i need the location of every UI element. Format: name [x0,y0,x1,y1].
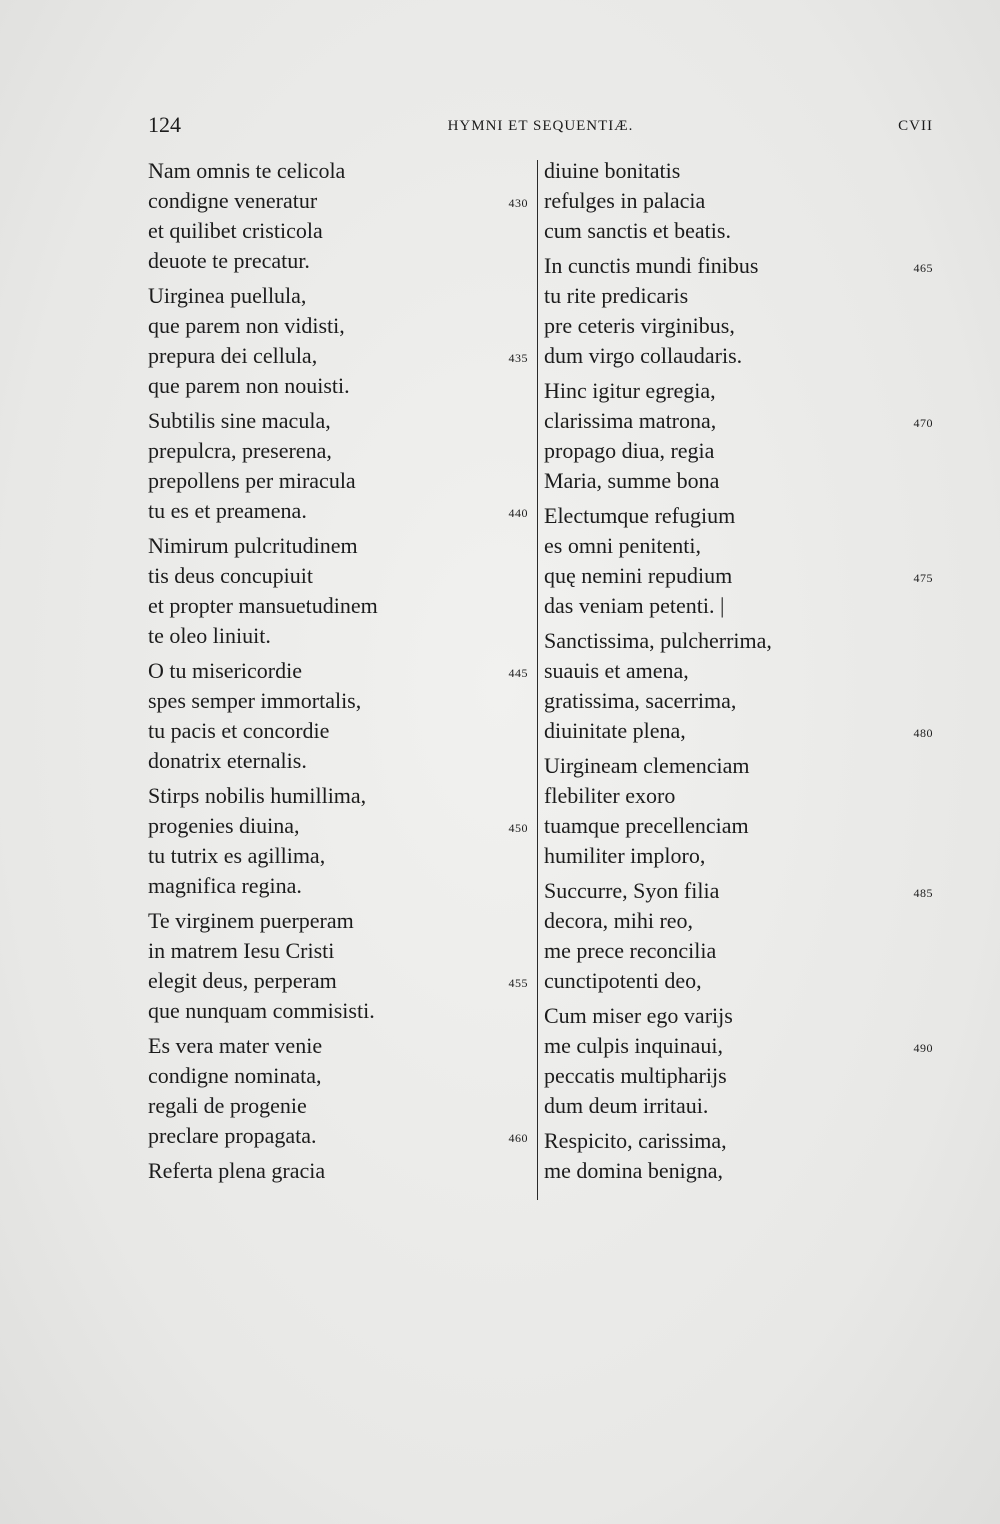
stanza [544,156,933,246]
running-title: HYMNI ET SEQUENTIÆ. [447,118,634,134]
verse-text: elegit deus, perperam [148,968,337,993]
stanza [544,251,933,371]
verse-text: et propter mansuetudinem [148,593,378,618]
verse-line [148,841,528,871]
verse-text: decora, mihi reo, [544,908,694,933]
verse-text: Hinc igitur egregia, [544,378,716,403]
stanza [544,876,933,996]
verse-line [544,591,933,621]
verse-line [148,341,528,371]
verse-text: dum deum irritaui. [544,1093,709,1118]
verse-text: Maria, summe bona [544,468,720,493]
stanza [148,656,528,776]
verse-text: condigne veneratur [148,188,318,213]
verse-line [544,1156,933,1186]
verse-text: Subtilis sine macula, [148,408,331,433]
verse-text: diuine bonitatis [544,158,681,183]
verse-line [544,156,933,186]
verse-line [148,561,528,591]
verse-text: Uirgineam clemenciam [544,753,750,778]
stanza [544,501,933,621]
right-column [544,156,933,1204]
verse-line [148,1156,528,1186]
verse-text: Uirginea puellula, [148,283,307,308]
verse-text: Te virginem puerperam [148,908,354,933]
line-number: 475 [913,571,933,585]
verse-line [544,751,933,781]
stanza [148,781,528,901]
left-column [148,156,528,1204]
verse-text: me prece reconcilia [544,938,717,963]
verse-line [544,841,933,871]
line-number: 490 [913,1041,933,1055]
verse-text: peccatis multipharijs [544,1063,727,1088]
stanza [148,906,528,1026]
stanza [148,281,528,401]
verse-line [544,626,933,656]
verse-line [544,216,933,246]
verse-text: Nimirum pulcritudinem [148,533,358,558]
stanza [544,751,933,871]
verse-line [544,1001,933,1031]
verse-text: tis deus concupiuit [148,563,313,588]
verse-line [544,561,933,591]
verse-text: te oleo liniuit. [148,623,271,648]
verse-line [544,876,933,906]
verse-line [148,371,528,401]
verse-line [148,686,528,716]
line-number: 450 [508,821,528,835]
verse-line [544,811,933,841]
verse-text: Es vera mater venie [148,1033,323,1058]
verse-line [544,376,933,406]
verse-line [148,246,528,276]
verse-line [148,466,528,496]
line-number: 435 [508,351,528,365]
verse-line [148,716,528,746]
verse-text: me culpis inquinaui, [544,1033,724,1058]
verse-text: tu rite predicaris [544,283,689,308]
verse-line [544,906,933,936]
verse-line [148,311,528,341]
verse-text: tuamque precellenciam [544,813,749,838]
verse-line [544,936,933,966]
verse-line [148,1061,528,1091]
verse-line [544,406,933,436]
verse-line [544,186,933,216]
verse-line [544,466,933,496]
verse-line [544,1126,933,1156]
verse-text: flebiliter exoro [544,783,676,808]
verse-text: pre ceteris virginibus, [544,313,735,338]
verse-text: suauis et amena, [544,658,689,683]
verse-text: cunctipotenti deo, [544,968,702,993]
verse-line [148,1031,528,1061]
verse-text: quę nemini repudium [544,563,733,588]
verse-text: donatrix eternalis. [148,748,307,773]
verse-text: preclare propagata. [148,1123,317,1148]
verse-text: prepollens per miracula [148,468,356,493]
verse-text: Referta plena gracia [148,1158,326,1183]
verse-line [148,936,528,966]
verse-text: me domina benigna, [544,1158,724,1183]
verse-line [148,781,528,811]
verse-text: deuote te precatur. [148,248,310,273]
verse-text: Cum miser ego varijs [544,1003,733,1028]
verse-text: prepulcra, preserena, [148,438,332,463]
signature-mark: CVII [898,118,933,134]
verse-text: tu es et preamena. [148,498,307,523]
verse-line [544,501,933,531]
verse-line [148,656,528,686]
line-number: 455 [508,976,528,990]
stanza [148,406,528,526]
verse-line [544,341,933,371]
verse-text: magnifica regina. [148,873,302,898]
line-number: 440 [508,506,528,520]
verse-line [148,436,528,466]
verse-text: clarissima matrona, [544,408,717,433]
line-number: 460 [508,1131,528,1145]
page-header [148,112,933,142]
verse-text: diuinitate plena, [544,718,686,743]
verse-line [148,156,528,186]
verse-line [544,656,933,686]
verse-text: tu pacis et concordie [148,718,330,743]
line-number: 445 [508,666,528,680]
verse-line [148,1121,528,1151]
verse-text: condigne nominata, [148,1063,322,1088]
verse-text: spes semper immortalis, [148,688,362,713]
verse-text: In cunctis mundi finibus [544,253,759,278]
verse-text: dum virgo collaudaris. [544,343,743,368]
verse-line [544,1061,933,1091]
verse-line [544,281,933,311]
line-number: 430 [508,196,528,210]
verse-line [544,1031,933,1061]
verse-line [148,406,528,436]
verse-line [544,781,933,811]
line-number: 465 [913,261,933,275]
verse-line [148,591,528,621]
verse-line [148,906,528,936]
verse-text: prepura dei cellula, [148,343,318,368]
verse-text: das veniam petenti. | [544,593,725,618]
verse-line [148,746,528,776]
line-number: 470 [913,416,933,430]
verse-text: gratissima, sacerrima, [544,688,737,713]
verse-text: in matrem Iesu Cristi [148,938,335,963]
stanza [148,1156,528,1186]
verse-text: tu tutrix es agillima, [148,843,326,868]
verse-line [148,996,528,1026]
verse-text: progenies diuina, [148,813,300,838]
stanza [544,626,933,746]
verse-line [544,531,933,561]
verse-text: O tu misericordie [148,658,302,683]
verse-text: Stirps nobilis humillima, [148,783,367,808]
verse-line [148,811,528,841]
verse-text: Nam omnis te celicola [148,158,346,183]
stanza [148,1031,528,1151]
verse-text: Electumque refugium [544,503,736,528]
verse-text: Respicito, carissima, [544,1128,727,1153]
verse-text: et quilibet cristicola [148,218,323,243]
verse-line [544,966,933,996]
verse-line [544,716,933,746]
stanza [544,376,933,496]
verse-line [148,496,528,526]
stanza [148,156,528,276]
verse-text: regali de progenie [148,1093,307,1118]
page-number: 124 [148,112,181,137]
verse-line [544,251,933,281]
verse-line [148,871,528,901]
verse-line [148,1091,528,1121]
stanza [148,531,528,651]
verse-line [544,1091,933,1121]
verse-text: cum sanctis et beatis. [544,218,731,243]
verse-line [148,966,528,996]
verse-line [148,186,528,216]
verse-text: es omni penitenti, [544,533,702,558]
verse-text: refulges in palacia [544,188,706,213]
verse-text: propago diua, regia [544,438,715,463]
verse-text: Sanctissima, pulcherrima, [544,628,772,653]
verse-text: que parem non vidisti, [148,313,345,338]
verse-line [148,531,528,561]
verse-line [544,311,933,341]
verse-line [148,621,528,651]
verse-text: que parem non nouisti. [148,373,350,398]
verse-line [148,281,528,311]
verse-line [544,686,933,716]
stanza [544,1001,933,1121]
verse-text: humiliter imploro, [544,843,706,868]
line-number: 480 [913,726,933,740]
verse-line [544,436,933,466]
stanza [544,1126,933,1186]
verse-line [148,216,528,246]
line-number: 485 [913,886,933,900]
column-divider [537,160,538,1200]
verse-text: Succurre, Syon filia [544,878,720,903]
verse-text: que nunquam commisisti. [148,998,375,1023]
